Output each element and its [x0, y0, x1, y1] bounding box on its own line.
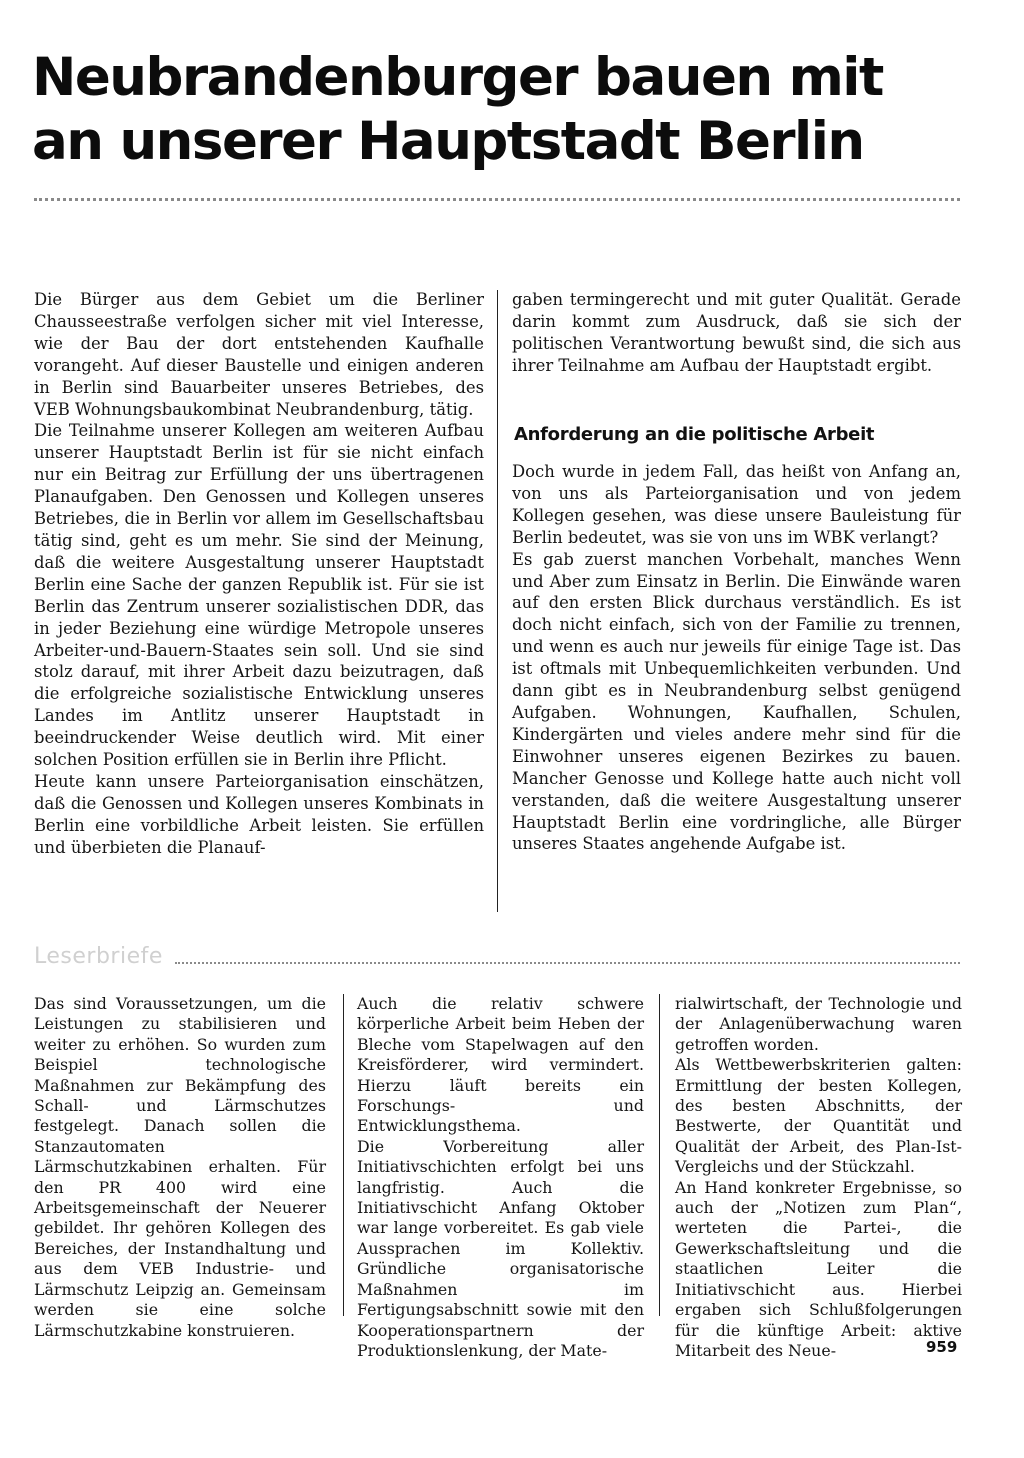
article-paragraph: Es gab zuerst manchen Vorbehalt, manches Wenn und Aber zum Einsatz in Berlin. Die Einwände waren auf den ersten Blick durchaus verständlich. Es ist doch nicht einfach, sich von der Familie zu trennen, und wenn es auch nur jeweils für einige Tage ist. Das ist oftmals mit Unbequemlichkeiten verbunden. Und dann gibt es in Neubrandenburg selbst genügend Aufgaben. Wohnungen, Kaufhallen, Schulen, Kindergärten und vieles andere mehr sind für die Einwohner unseres eigenen Bezirkes zu bauen. Mancher Genosse und Kollege hatte auch nicht voll verstanden, daß die weitere Ausgestaltung unserer Hauptstadt Berlin eine vordringliche, alle Bürger unseres Staates angehende Aufgabe ist. [512, 549, 961, 854]
letters-paragraph: Das sind Voraussetzungen, um die Leistungen zu stabilisieren und weiter zu erhöhen. So wurden zum Beispiel technologische Maßnahmen zur Bekämpfung des Schall- und Lärmschutzes festgelegt. Danach sollen die Stanzautomaten Lärmschutzkabinen erhalten. Für den PR 400 wird eine Arbeitsgemeinschaft der Neuerer gebildet. Ihr gehören Kollegen des Bereiches, der Instandhaltung und aus dem VEB Industrie- und Lärmschutz Leipzig an. Gemeinsam werden sie eine solche Lärmschutzkabine konstruieren. [34, 994, 326, 1340]
letters-paragraph: Die Vorbereitung aller Initiativschichten erfolgt bei uns langfristig. Auch die Initiativschicht Anfang Oktober war lange vorbereitet. Es gab viele Aussprachen im Kollektiv. Gründliche organisatorische Maßnahmen im Fertigungsabschnitt sowie mit den Kooperationspartnern der Produktionslenkung, der Mate- [357, 1136, 644, 1360]
letters-paragraph: Auch die relativ schwere körperliche Arbeit beim Heben der Bleche vom Stapelwagen auf den Kreisförderer, wird vermindert. Hierzu läuft bereits ein Forschungs- und Entwicklungsthema. [357, 994, 644, 1136]
column-separator [343, 994, 344, 1316]
headline-divider [34, 198, 960, 204]
letters-column-2 [357, 994, 644, 1361]
column-separator [659, 994, 660, 1316]
article-paragraph: gaben termingerecht und mit guter Qualität. Gerade darin kommt zum Ausdruck, daß sie sich der politischen Verantwortung bewußt sind, die sich aus ihrer Teilnahme am Aufbau der Hauptstadt ergibt. [512, 290, 961, 375]
letters-column-1 [34, 994, 326, 1341]
letters-paragraph: Als Wettbewerbskriterien galten: Ermittlung der besten Kollegen, des besten Abschnitts, der Bestwerte, der Quantität und Qualität der Arbeit, des Plan-Ist-Vergleichs und der Stückzahl. [675, 1055, 962, 1177]
article-column-2-continued [512, 461, 961, 855]
article-column-2 [512, 289, 961, 377]
letters-divider [175, 962, 960, 967]
letters-paragraph: rialwirtschaft, der Technologie und der Anlagenüberwachung waren getroffen worden. [675, 994, 962, 1054]
headline-line-2: an unserer Hauptstadt Berlin [32, 111, 864, 172]
article-paragraph: Die Bürger aus dem Gebiet um die Berliner Chausseestraße verfolgen sicher mit viel Interesse, wie der Bau der dort entstehenden Kaufhalle vorangeht. Auf dieser Baustelle und einigen anderen in Berlin sind Bauarbeiter unseres Betriebes, des VEB Wohnungsbaukombinat Neubrandenburg, tätig. [34, 290, 484, 419]
article-paragraph: Doch wurde in jedem Fall, das heißt von Anfang an, von uns als Parteiorganisation und von jedem Kollegen gesehen, was diese unsere Bauleistung für Berlin bedeutet, was sie von uns im WBK verlangt? [512, 462, 961, 547]
article-paragraph: Die Teilnahme unserer Kollegen am weiteren Aufbau unserer Hauptstadt Berlin ist für sie nicht einfach nur ein Beitrag zur Erfüllung der uns übertragenen Planaufgaben. Den Genossen und Kollegen unseres Betriebes, die in Berlin vor allem im Gesellschaftsbau tätig sind, geht es um mehr. Sie sind der Meinung, daß die weitere Ausgestaltung unserer Hauptstadt Berlin eine Sache der ganzen Republik ist. Für sie ist Berlin das Zentrum unserer sozialistischen DDR, das in jeder Beziehung eine würdige Metropole unseres Arbeiter-und-Bauern-Staates sein soll. Und sie sind stolz darauf, mit ihrer Arbeit dazu beizutragen, daß die erfolgreiche sozialistische Entwicklung unseres Landes im Antlitz unserer Hauptstadt in beeindruckender Weise deutlich wird. Mit einer solchen Position erfüllen sie in Berlin ihre Pflicht. [34, 421, 484, 770]
letters-section-label: Leserbriefe [34, 944, 163, 969]
letters-paragraph: An Hand konkreter Ergebnisse, so auch der „Notizen zum Plan“, werteten die Partei-, die Gewerkschaftsleitung und die staatlichen Leiter die Initiativschicht aus. Hierbei ergaben sich Schlußfolgerungen für die künftige Arbeit: aktive Mitarbeit des Neue- [675, 1177, 962, 1360]
article-column-1 [34, 289, 484, 859]
letters-column-3 [675, 994, 962, 1361]
page-number: 959 [926, 1338, 958, 1356]
column-separator [497, 290, 498, 912]
article-paragraph: Heute kann unsere Parteiorganisation einschätzen, daß die Genossen und Kollegen unseres Kombinats in Berlin eine vorbildliche Arbeit leisten. Sie erfüllen und überbieten die Planauf- [34, 771, 484, 857]
headline-line-1: Neubrandenburger bauen mit [32, 47, 883, 108]
section-subheading: Anforderung an die politische Arbeit [514, 424, 875, 445]
headline [32, 46, 992, 174]
